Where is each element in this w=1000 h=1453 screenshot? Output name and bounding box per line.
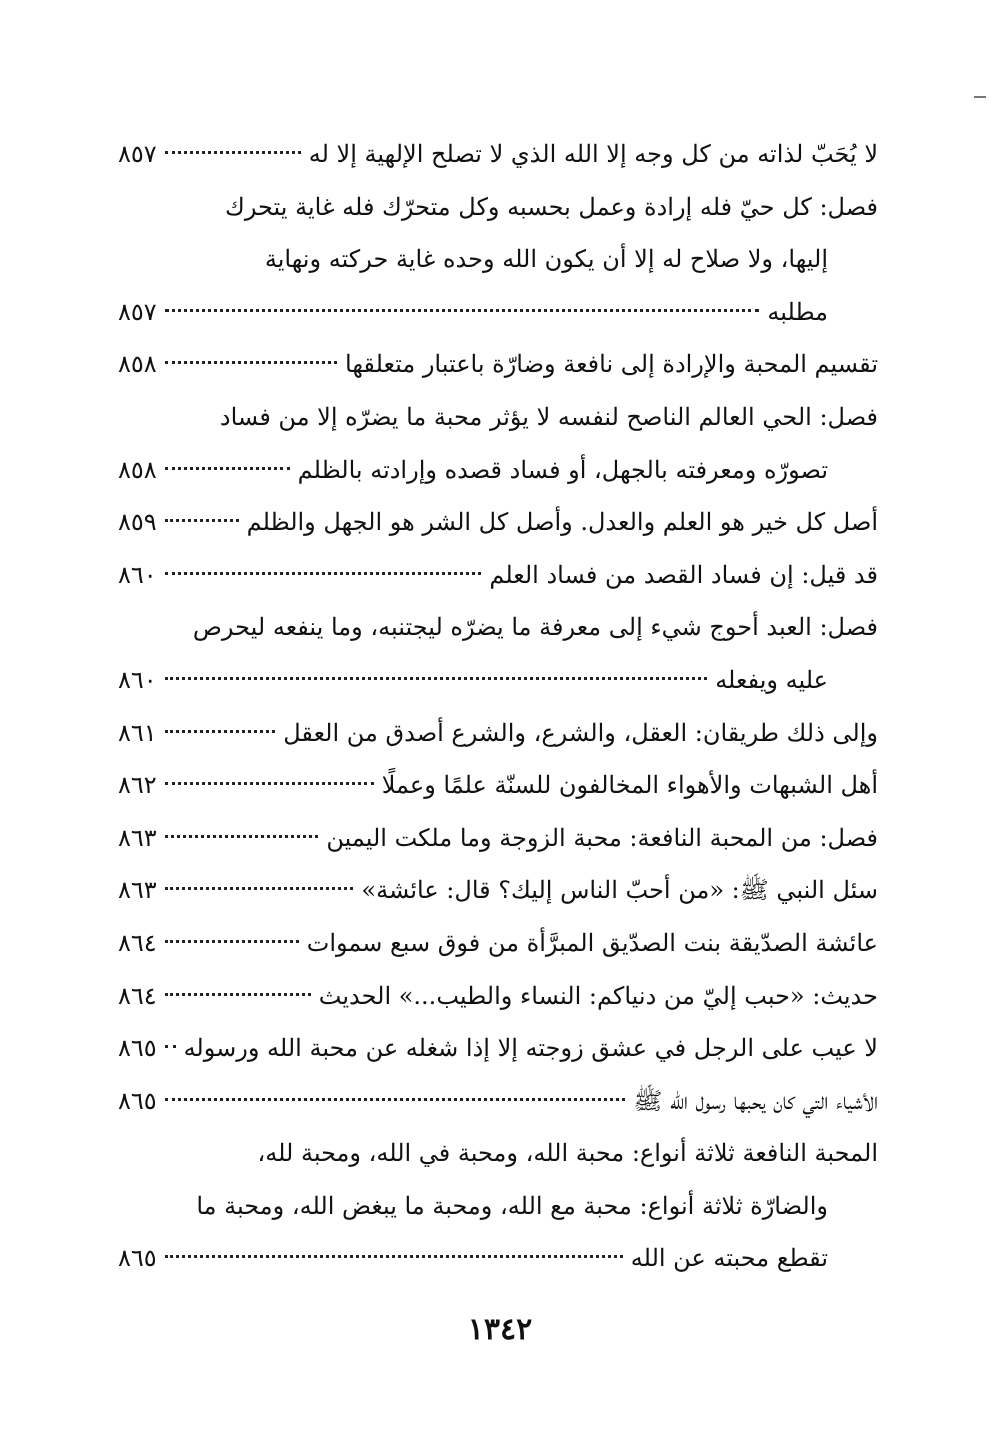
- dot-leader: [165, 730, 276, 733]
- toc-entry-text: فصل: كل حيّ فله إرادة وعمل بحسبه وكل متحرّك فله غاية يتحرك: [225, 192, 878, 221]
- dot-leader: [165, 677, 708, 680]
- toc-page-number: ٨٦٠: [118, 665, 157, 694]
- toc-line: [118, 391, 878, 444]
- toc-line: [118, 128, 878, 181]
- dot-leader: [165, 1098, 626, 1101]
- toc-entry-text: حديث: «حبب إليّ من دنياكم: النساء والطيب...» الحديث: [318, 981, 878, 1010]
- toc-line: [118, 864, 878, 917]
- toc-line: [118, 496, 878, 549]
- toc-entry-text: أصل كل خير هو العلم والعدل. وأصل كل الشر هو الجهل والظلم: [246, 508, 878, 537]
- toc-line: [118, 338, 878, 391]
- toc-entry-text: تصورّه ومعرفته بالجهل، أو فساد قصده وإرادته بالظلم: [297, 455, 828, 484]
- dot-leader: [165, 151, 301, 154]
- edge-mark: [974, 96, 986, 98]
- table-of-contents: [118, 128, 878, 1285]
- dot-leader: [165, 835, 319, 838]
- toc-line: [118, 549, 878, 602]
- toc-entry-text: الأشياء التي كان يحبها رسول الله ﷺ: [633, 1086, 878, 1115]
- toc-page-number: ٨٥٨: [118, 350, 157, 379]
- toc-entry-text: عليه ويفعله: [715, 665, 828, 694]
- toc-page-number: ٨٦١: [118, 718, 157, 747]
- toc-page-number: ٨٦٤: [118, 928, 157, 957]
- toc-entry-text: فصل: الحي العالم الناصح لنفسه لا يؤثر محبة ما يضرّه إلا من فساد: [219, 402, 878, 431]
- toc-page-number: ٨٥٨: [118, 455, 157, 484]
- dot-leader: [165, 467, 290, 470]
- toc-line: [118, 181, 878, 234]
- toc-page-number: ٨٥٧: [118, 297, 157, 326]
- toc-entry-text: قد قيل: إن فساد القصد من فساد العلم: [489, 560, 878, 589]
- page-number: ١٣٤٢: [467, 1312, 533, 1347]
- toc-page-number: ٨٦٣: [118, 823, 157, 852]
- toc-page-number: ٨٦٢: [118, 771, 157, 800]
- dot-leader: [165, 940, 299, 943]
- toc-entry-text: المحبة النافعة ثلاثة أنواع: محبة الله، ومحبة في الله، ومحبة لله،: [257, 1139, 878, 1168]
- toc-entry-text: لا عيب على الرجل في عشق زوجته إلا إذا شغله عن محبة الله ورسوله: [183, 1034, 878, 1063]
- dot-leader: [165, 309, 760, 312]
- toc-line: [118, 917, 878, 970]
- toc-entry-text: وإلى ذلك طريقان: العقل، والشرع، والشرع أصدق من العقل: [283, 718, 878, 747]
- toc-line: [118, 707, 878, 760]
- dot-leader: [165, 519, 239, 522]
- toc-line: [118, 1180, 878, 1233]
- toc-entry-text: تقسيم المحبة والإرادة إلى نافعة وضارّة باعتبار متعلقها: [345, 350, 878, 379]
- dot-leader: [165, 993, 311, 996]
- toc-line: [118, 1232, 878, 1285]
- toc-line: [118, 1022, 878, 1075]
- toc-line: [118, 286, 878, 339]
- toc-line: [118, 812, 878, 865]
- dot-leader: [165, 1255, 623, 1258]
- toc-entry-text: تقطع محبته عن الله: [630, 1244, 828, 1273]
- toc-entry-text: أهل الشبهات والأهواء المخالفون للسنّة علمًا وعملًا: [381, 771, 878, 800]
- toc-page-number: ٨٦٥: [118, 1244, 157, 1273]
- toc-line: [118, 970, 878, 1023]
- toc-line: [118, 759, 878, 812]
- toc-entry-text: عائشة الصدّيقة بنت الصدّيق المبرَّأة من فوق سبع سموات: [306, 928, 878, 957]
- toc-page-number: ٨٦٤: [118, 981, 157, 1010]
- toc-entry-text: سئل النبي ﷺ: «من أحبّ الناس إليك؟ قال: عائشة»: [361, 876, 878, 905]
- dot-leader: [165, 572, 482, 575]
- dot-leader: [165, 887, 354, 890]
- toc-page-number: ٨٦٥: [118, 1034, 157, 1063]
- toc-line: [118, 1127, 878, 1180]
- toc-page-number: ٨٥٧: [118, 140, 157, 168]
- toc-page-number: ٨٦٠: [118, 560, 157, 589]
- toc-page-number: ٨٥٩: [118, 508, 157, 537]
- toc-page-number: ٨٦٣: [118, 876, 157, 905]
- toc-page-number: ٨٦٥: [118, 1086, 157, 1115]
- toc-line: [118, 1075, 878, 1128]
- toc-line: [118, 601, 878, 654]
- toc-entry-text: مطلبه: [767, 297, 828, 326]
- toc-line: [118, 654, 878, 707]
- toc-entry-text: فصل: العبد أحوج شيء إلى معرفة ما يضرّه ليجتنبه، وما ينفعه ليحرص: [192, 613, 878, 642]
- dot-leader: [165, 1045, 176, 1048]
- dot-leader: [165, 782, 374, 785]
- toc-entry-text: إليها، ولا صلاح له إلا أن يكون الله وحده غاية حركته ونهاية: [264, 245, 828, 274]
- toc-line: [118, 233, 878, 286]
- toc-entry-text: فصل: من المحبة النافعة: محبة الزوجة وما ملكت اليمين: [326, 823, 878, 852]
- toc-line: [118, 444, 878, 497]
- toc-entry-text: لا يُحَبّ لذاته من كل وجه إلا الله الذي لا تصلح الإلهية إلا له: [308, 140, 878, 168]
- toc-entry-text: والضارّة ثلاثة أنواع: محبة مع الله، ومحبة ما يبغض الله، ومحبة ما: [196, 1191, 828, 1220]
- dot-leader: [165, 361, 337, 364]
